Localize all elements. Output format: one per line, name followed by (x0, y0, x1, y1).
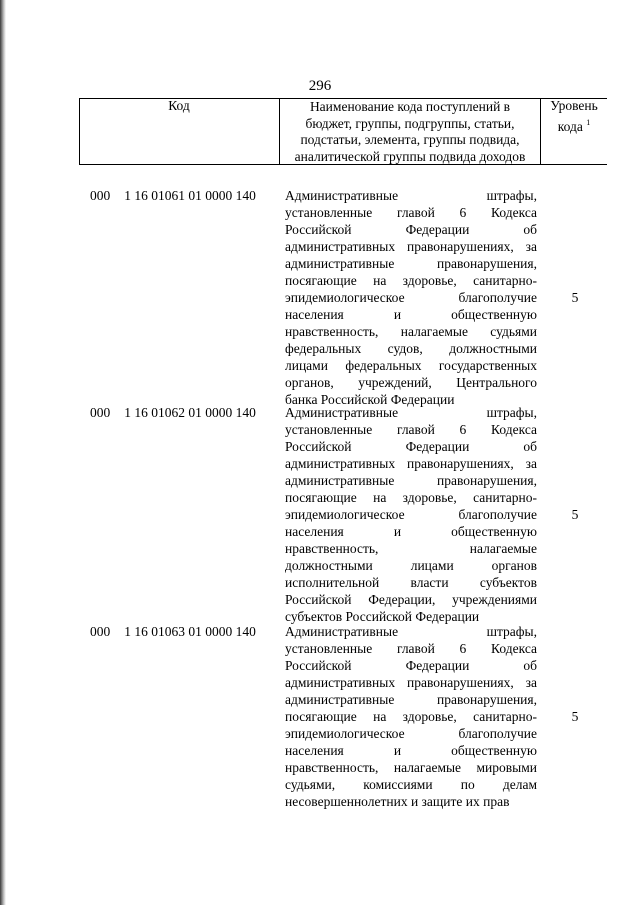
row-description-line: населения и общественную (285, 307, 537, 322)
scan-edge (0, 0, 6, 905)
header-name-line: подстатьи, элемента, группы подвида, (300, 132, 520, 147)
row-description-line: судьями, комиссиями по делам (285, 777, 537, 792)
header-level-line1: Уровень (550, 98, 598, 113)
header-name-line: бюджет, группы, подгруппы, статьи, (305, 115, 515, 131)
row-description-line: установленные главой 6 Кодекса (285, 641, 537, 656)
row-kbk-code: 1 16 01063 01 0000 140 (124, 624, 256, 639)
header-level-cell (541, 98, 607, 164)
row-description-line: посягающие на здоровье, санитарно- (285, 273, 537, 288)
row-description-line: должностными лицами органов (285, 558, 537, 573)
row-description-line: административных правонарушениях, за (285, 675, 537, 690)
row-description-line: Административные штрафы, (285, 405, 537, 420)
header-level-text: кода (557, 118, 583, 134)
row-code-cell (90, 623, 256, 640)
row-code-cell (90, 404, 256, 421)
row-description-line: населения и общественную (285, 743, 537, 758)
row-description-line: административные правонарушения, (285, 473, 537, 488)
row-description-line: эпидемиологическое благополучие (285, 290, 537, 305)
row-description-line: Российской Федерации об (285, 222, 537, 237)
row-description-line: нравственность, налагаемые мировыми (285, 760, 537, 775)
row-description-line: установленные главой 6 Кодекса (285, 205, 537, 220)
header-name-line: аналитической группы подвида доходов (294, 148, 526, 164)
header-level-footnote: 1 (586, 117, 591, 127)
row-description-line: субъектов Российской Федерации (285, 609, 480, 624)
row-description-line: населения и общественную (285, 524, 537, 539)
row-description-line: эпидемиологическое благополучие (285, 507, 537, 522)
row-description-line: эпидемиологическое благополучие (285, 726, 537, 741)
row-description-line: установленные главой 6 Кодекса (285, 422, 537, 437)
row-description-line: административных правонарушениях, за (285, 239, 537, 254)
row-description-line: Российской Федерации об (285, 658, 537, 673)
row-description-line: лицами федеральных государственных (285, 358, 537, 373)
row-description-line: Административные штрафы, (285, 188, 537, 203)
header-name-cell (280, 98, 541, 164)
row-kbk-code: 1 16 01061 01 0000 140 (124, 188, 256, 203)
row-admin-code: 000 (90, 188, 111, 203)
row-admin-code: 000 (90, 624, 111, 639)
row-code-cell (90, 187, 256, 204)
page-number: 296 (308, 78, 332, 94)
row-description-line: Российской Федерации, учреждениями (285, 592, 537, 607)
row-description-line: административные правонарушения, (285, 692, 537, 707)
row-description-line: нравственность, налагаемые (285, 541, 537, 556)
row-description-line: административные правонарушения, (285, 256, 537, 271)
row-description-line: органов, учреждений, Центрального (285, 375, 537, 390)
header-level-line2 (541, 115, 607, 136)
row-description-line: посягающие на здоровье, санитарно- (285, 490, 537, 505)
row-description-line: Административные штрафы, (285, 624, 537, 639)
row-description-line: посягающие на здоровье, санитарно- (285, 709, 537, 724)
row-description-line: исполнительной власти субъектов (285, 575, 537, 590)
row-level: 5 (571, 290, 579, 305)
row-description-line: банка Российской Федерации (285, 392, 455, 407)
row-description-line: Российской Федерации об (285, 439, 537, 454)
row-description (285, 404, 537, 625)
row-description (285, 623, 537, 810)
header-name-line: Наименование кода поступлений в (309, 99, 511, 114)
row-description-line: несовершеннолетних и защите их прав (285, 794, 510, 809)
row-admin-code: 000 (90, 405, 111, 420)
row-description (285, 187, 537, 408)
row-level: 5 (571, 507, 579, 522)
header-code-label: Код (168, 98, 190, 113)
row-description-line: нравственность, налагаемые судьями (285, 324, 537, 339)
row-description-line: административных правонарушениях, за (285, 456, 537, 471)
row-kbk-code: 1 16 01062 01 0000 140 (124, 405, 256, 420)
header-code-cell (79, 98, 280, 164)
row-level: 5 (571, 709, 579, 724)
row-description-line: федеральных судов, должностными (285, 341, 537, 356)
